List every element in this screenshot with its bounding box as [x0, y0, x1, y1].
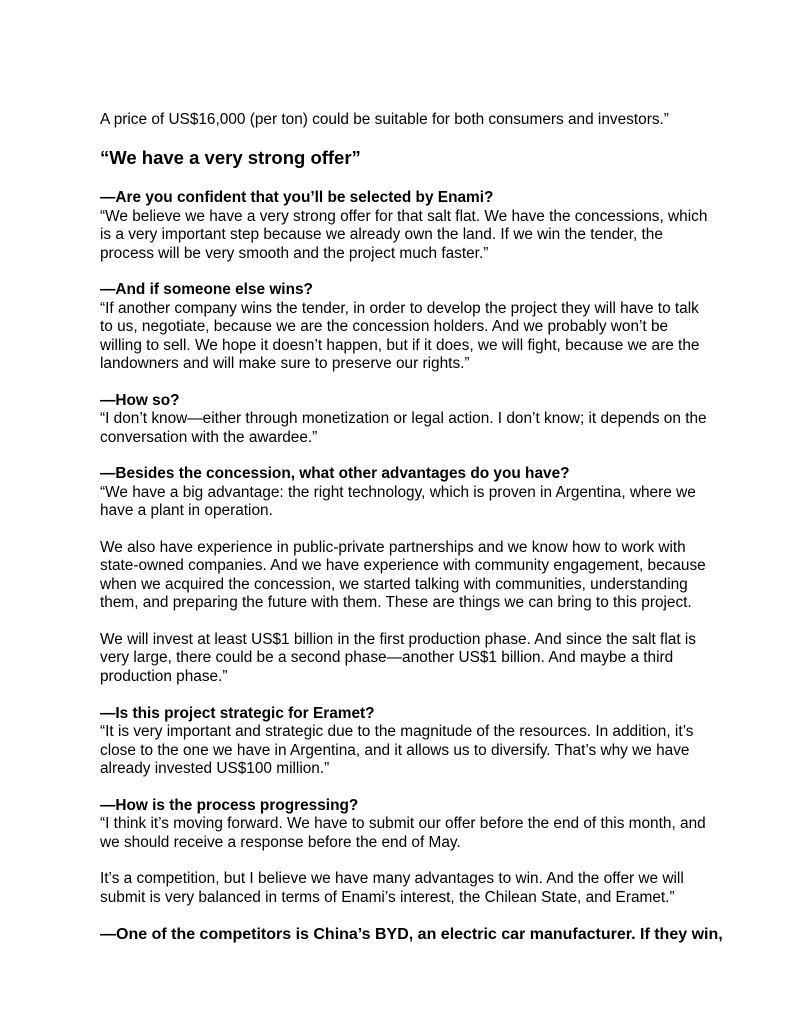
question-byd: —One of the competitors is China’s BYD, an electric car manufacturer. If they win, — [100, 925, 723, 943]
answer-experience: We also have experience in public-private partnerships and we know how to work with state-owned companies. And we have experience with community engagement, because when we acquired the concession, we started talking with communities, understanding them, and preparing the future with them. These are things we can bring to this project. — [100, 539, 706, 612]
answer-investment: We will invest at least US$1 billion in the first production phase. And since the salt flat is very large, there could be a second phase—another US$1 billion. And maybe a third production phase.” — [100, 631, 696, 685]
question-strategic: —Is this project strategic for Eramet? — [100, 704, 375, 722]
question-someone-else: —And if someone else wins? — [100, 281, 313, 299]
answer-competition: It’s a competition, but I believe we have many advantages to win. And the offer we will submit is very balanced in terms of Enami’s interest, the Chilean State, and Eramet.” — [100, 870, 684, 906]
qa-block-someone-else — [100, 281, 708, 373]
qa-block-strategic — [100, 705, 708, 779]
answer-advantages: “We have a big advantage: the right technology, which is proven in Argentina, where we have a plant in operation. — [100, 483, 696, 520]
question-process: —How is the process progressing? — [100, 796, 359, 814]
answer-how-so: “I don’t know—either through monetization or legal action. I don’t know; it depends on the conversation with the awardee.” — [100, 410, 707, 446]
qa-block-enami — [100, 189, 708, 263]
qa-block-how-so — [100, 392, 708, 447]
answer-process: “I think it’s moving forward. We have to submit our offer before the end of this month, and we should receive a response before the end of May. — [100, 815, 706, 851]
paragraph-experience — [100, 539, 708, 613]
paragraph-investment — [100, 631, 708, 686]
question-enami: —Are you confident that you’ll be selected by Enami? — [100, 189, 494, 207]
lead-paragraph: A price of US$16,000 (per ton) could be suitable for both consumers and investors.” — [100, 111, 669, 128]
question-how-so: —How so? — [100, 391, 180, 409]
question-advantages: —Besides the concession, what other advantages do you have? — [100, 465, 570, 483]
document-page — [100, 111, 723, 944]
qa-block-advantages — [100, 465, 708, 520]
answer-enami: “We believe we have a very strong offer for that salt flat. We have the concessions, which is a very important step because we already own the land. If we win the tender, the process will be very smooth and the project much faster.” — [100, 207, 708, 262]
answer-strategic: “It is very important and strategic due to the magnitude of the resources. In addition, it’s close to the one we have in Argentina, and it allows us to diversify. That’s why we have already invested US$100 million.” — [100, 723, 694, 777]
qa-block-process — [100, 797, 708, 852]
section-heading: “We have a very strong offer” — [100, 147, 361, 169]
answer-someone-else: “If another company wins the tender, in order to develop the project they will have to talk to us, negotiate, because we are the concession holders. And we probably won’t be willing to sell. We hope it doesn’t happen, but if it does, we will fight, because we are the landowners and will make sure to preserve our rights.” — [100, 299, 700, 373]
paragraph-competition — [100, 870, 708, 907]
